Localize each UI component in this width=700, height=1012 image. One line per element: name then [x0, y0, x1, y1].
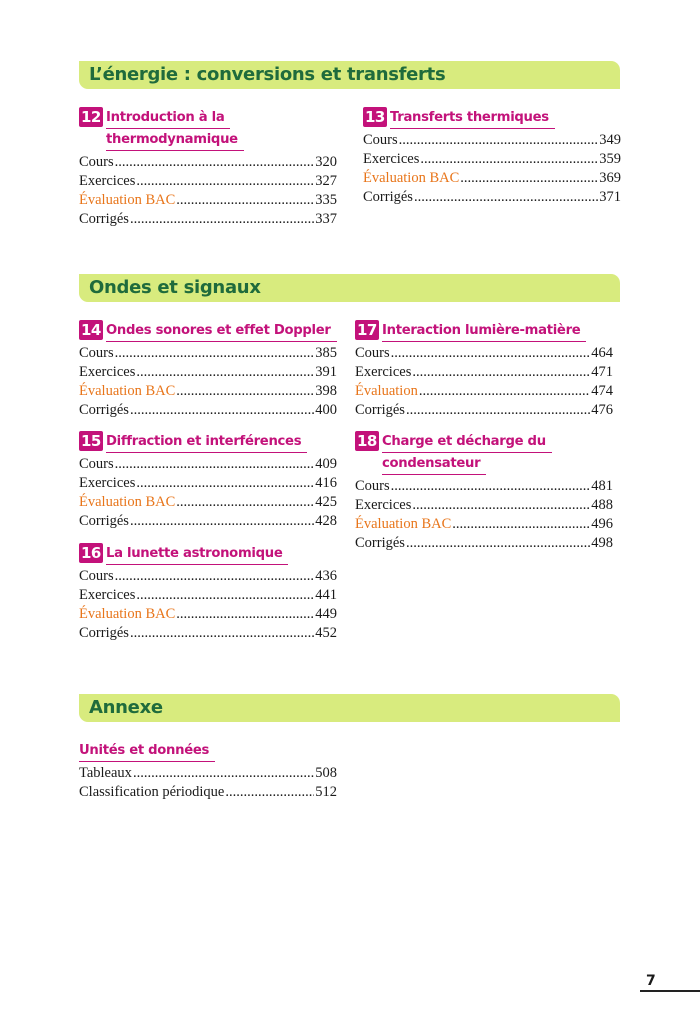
- chapter-title[interactable]: La lunette astronomique: [106, 543, 288, 565]
- toc-entry[interactable]: Cours ..... 349: [363, 131, 621, 150]
- toc-entry[interactable]: Cours ..... 481: [355, 477, 613, 496]
- chapter-number: 14: [81, 321, 101, 339]
- toc-entry[interactable]: Évaluation BAC ..... 496: [355, 515, 613, 534]
- chapter-17[interactable]: [355, 320, 613, 420]
- section-band-ondes: [79, 274, 620, 302]
- chapter-title[interactable]: Unités et données: [79, 740, 215, 762]
- toc-entry[interactable]: Cours ..... 409: [79, 455, 337, 474]
- chapter-18[interactable]: [355, 431, 613, 553]
- chapter-title[interactable]: Interaction lumière-matière: [382, 320, 586, 342]
- toc-entry[interactable]: Évaluation BAC ..... 369: [363, 169, 621, 188]
- toc-entry[interactable]: Corrigés ..... 498: [355, 534, 613, 553]
- section-title: Ondes et signaux: [89, 277, 261, 298]
- toc-entry[interactable]: Cours ..... 320: [79, 153, 337, 172]
- toc-entry[interactable]: Exercices ..... 441: [79, 586, 337, 605]
- chapter-title[interactable]: Transferts thermiques: [390, 107, 555, 129]
- toc-entry[interactable]: Exercices ..... 416: [79, 474, 337, 493]
- section-title: L’énergie : conversions et transferts: [89, 64, 446, 85]
- toc-entry[interactable]: Corrigés ..... 476: [355, 401, 613, 420]
- chapter-number: 17: [357, 321, 377, 339]
- annex-units-data[interactable]: [79, 740, 337, 802]
- toc-entry[interactable]: Exercices ..... 359: [363, 150, 621, 169]
- chapter-15[interactable]: [79, 431, 337, 531]
- chapter-number: 18: [357, 432, 377, 450]
- toc-entry[interactable]: Évaluation BAC ..... 449: [79, 605, 337, 624]
- chapter-number: 12: [81, 108, 101, 126]
- chapter-number: 15: [81, 432, 101, 450]
- toc-entry[interactable]: Cours ..... 385: [79, 344, 337, 363]
- chapter-12[interactable]: [79, 107, 337, 229]
- toc-entry[interactable]: Tableaux ..... 508: [79, 764, 337, 783]
- chapter-14[interactable]: [79, 320, 337, 420]
- toc-entry[interactable]: Corrigés ..... 452: [79, 624, 337, 643]
- toc-entry[interactable]: Classification périodique ..... 512: [79, 783, 337, 802]
- toc-entry[interactable]: Corrigés ..... 400: [79, 401, 337, 420]
- toc-entry[interactable]: Exercices ..... 471: [355, 363, 613, 382]
- toc-entry[interactable]: Évaluation ..... 474: [355, 382, 613, 401]
- toc-entry[interactable]: Évaluation BAC ..... 398: [79, 382, 337, 401]
- toc-entry[interactable]: Exercices ..... 488: [355, 496, 613, 515]
- toc-entry[interactable]: Cours ..... 436: [79, 567, 337, 586]
- section-title: Annexe: [89, 697, 163, 718]
- chapter-13[interactable]: [363, 107, 621, 207]
- toc-entry[interactable]: Évaluation BAC ..... 335: [79, 191, 337, 210]
- toc-entry[interactable]: Exercices ..... 391: [79, 363, 337, 382]
- chapter-title[interactable]: Charge et décharge du condensateur: [382, 431, 552, 475]
- toc-entry[interactable]: Évaluation BAC ..... 425: [79, 493, 337, 512]
- chapter-number: 13: [365, 108, 385, 126]
- chapter-title[interactable]: Ondes sonores et effet Doppler: [106, 320, 337, 342]
- toc-entry[interactable]: Corrigés ..... 371: [363, 188, 621, 207]
- chapter-number: 16: [81, 544, 101, 562]
- toc-entry[interactable]: Cours ..... 464: [355, 344, 613, 363]
- page-number: 7: [640, 972, 700, 992]
- section-band-annexe: [79, 694, 620, 722]
- chapter-title[interactable]: Diffraction et interférences: [106, 431, 307, 453]
- section-band-energie: [79, 61, 620, 89]
- toc-entry[interactable]: Corrigés ..... 428: [79, 512, 337, 531]
- toc-entry[interactable]: Exercices ..... 327: [79, 172, 337, 191]
- chapter-title[interactable]: Introduction à la thermodynamique: [106, 107, 244, 151]
- chapter-16[interactable]: [79, 543, 337, 643]
- toc-entry[interactable]: Corrigés ..... 337: [79, 210, 337, 229]
